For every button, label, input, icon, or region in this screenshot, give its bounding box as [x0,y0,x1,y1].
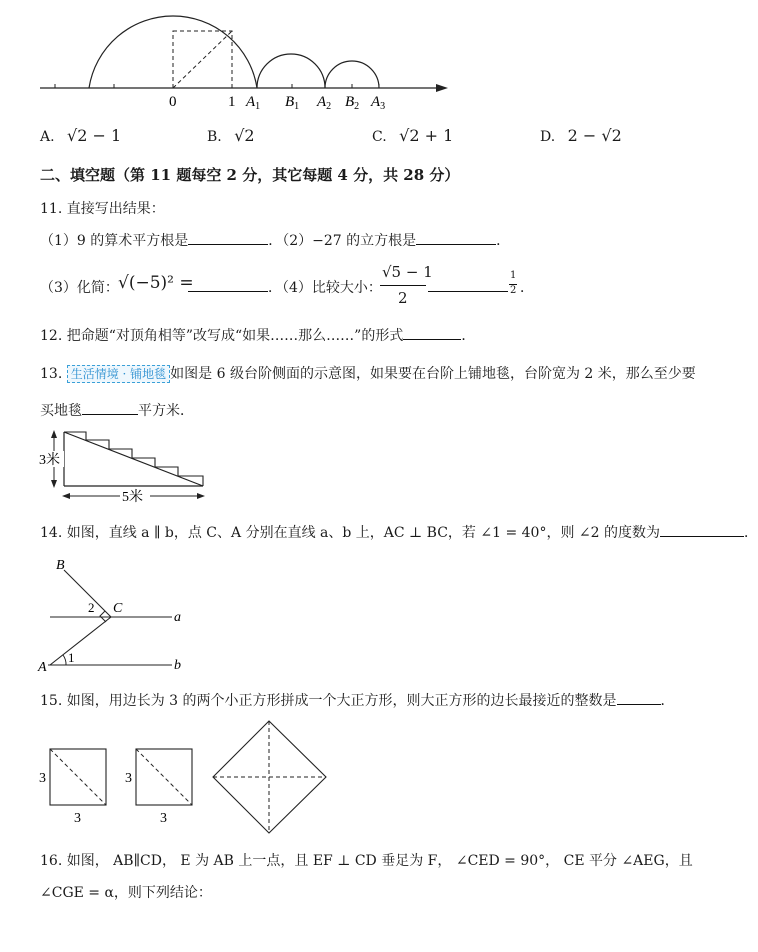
q11-frac-den: 2 [398,289,408,307]
q11-half-den: 2 [510,285,517,296]
option-a-expr: √2 − 1 [67,126,122,145]
label-a: a [174,610,181,625]
section-title: 二、填空题（第 11 题每空 2 分，其它每题 4 分，共 28 分） [40,166,460,184]
label-1: 1 [68,650,75,665]
option-b-letter: B. [207,129,222,145]
q13-blank[interactable] [82,400,138,415]
q13-stairs-figure [36,420,216,505]
width-label: 5米 [122,490,143,505]
q12-blank[interactable] [403,325,461,340]
q11-part4: ．（4）比较大小： [268,280,382,296]
option-c[interactable] [372,126,453,145]
q11-part2: ．（2）−27 的立方根是 [268,233,417,249]
q13-line2 [40,400,194,420]
q15: 15. 如图，用边长为 3 的两个小正方形拼成一个大正方形，则大正方形的边长最接近的整数是 ． [40,690,675,710]
q16-line1: 16. 如图， AB∥CD， E 为 AB 上一点，且 EF ⊥ CD 垂足为 F， ∠CED = 90°， CE 平分 ∠AEG，且 [40,853,693,869]
label-2: 2 [88,600,95,615]
label-C: C [113,601,123,616]
q13-line1 [40,363,696,383]
label-A1: $A_1$ [246,94,261,112]
q16-line2: ∠CGE = α，则下列结论： [40,885,212,901]
height-label: 3米 [39,453,60,468]
label-A: A [38,660,47,675]
option-c-expr: √2 + 1 [399,126,454,145]
square-diagonal [173,31,232,88]
option-b-expr: √2 [234,126,255,145]
option-d[interactable] [540,126,622,145]
q11-frac-bar [380,285,426,286]
q11-blank2[interactable] [416,230,496,245]
unit-square [173,31,232,88]
q14-text: 14. 如图，直线 a ∥ b，点 C、A 分别在直线 a、b 上，AC ⊥ BC，若 ∠1 = 40°，则 ∠2 的度数为 [40,525,660,541]
q13-context-tag: 生活情境 · 铺地毯 [67,365,170,383]
segment-AC [50,617,111,665]
q11-stem: 11. 直接写出结果： [40,201,165,217]
q13-text2b: 平方米． [138,403,194,419]
q11-blank4[interactable] [428,277,508,292]
label-b: b [174,658,181,673]
option-a-letter: A. [40,129,55,145]
small-square-1 [50,749,106,805]
q13-num: 13. [40,366,63,382]
label-1: 1 [228,94,236,110]
q10-figure [30,0,460,112]
sq1-side-left: 3 [39,771,46,786]
q11-line1: （1）9 的算术平方根是 ．（2）−27 的立方根是 ． [40,230,510,250]
q14-figure [36,552,196,677]
sq2-side-bottom: 3 [160,811,167,826]
label-A3: $A_3$ [371,94,386,112]
option-c-letter: C. [372,129,387,145]
sq2-side-left: 3 [125,771,132,786]
option-a[interactable] [40,126,121,145]
label-0: 0 [169,94,177,110]
small-square-2 [136,749,192,805]
q13-text1: 如图是 6 级台阶侧面的示意图，如果要在台阶上铺地毯，台阶宽为 2 米，那么至少要 [170,366,696,382]
q11-part3: （3）化简： [40,280,119,296]
mid-semicircle [257,54,325,88]
q14-blank[interactable] [660,522,744,537]
q11-blank3[interactable] [188,277,268,292]
option-d-expr: 2 − √2 [567,126,622,145]
q12-text: 12. 把命题“对顶角相等”改写成“如果……那么……”的形式 [40,328,404,344]
label-B: B [56,558,65,573]
sq1-side-bottom: 3 [74,811,81,826]
q12: 12. 把命题“对顶角相等”改写成“如果……那么……”的形式 ． [40,325,475,345]
label-B1: $B_1$ [285,94,300,112]
q15-figure [36,715,336,830]
q14: 14. 如图，直线 a ∥ b，点 C、A 分别在直线 a、b 上，AC ⊥ BC，若 ∠1 = 40°，则 ∠2 的度数为 ． [40,522,758,542]
q11-sqrt-expr: √(−5)² = [118,273,194,293]
label-A2: $A_2$ [317,94,332,112]
q15-blank[interactable] [617,690,661,705]
q15-text: 15. 如图，用边长为 3 的两个小正方形拼成一个大正方形，则大正方形的边长最接近的整数是 [40,693,617,709]
q11-blank1[interactable] [188,230,268,245]
q11-half-num: 1 [510,270,517,281]
q11-part1: （1）9 的算术平方根是 [40,233,189,249]
label-B2: $B_2$ [345,94,360,112]
option-b[interactable] [207,126,255,145]
number-line-arrow [436,84,448,92]
q13-text2a: 买地毯 [40,403,82,419]
small-semicircle [325,61,379,88]
q11-frac-num: √5 − 1 [382,263,433,281]
option-d-letter: D. [540,129,556,145]
